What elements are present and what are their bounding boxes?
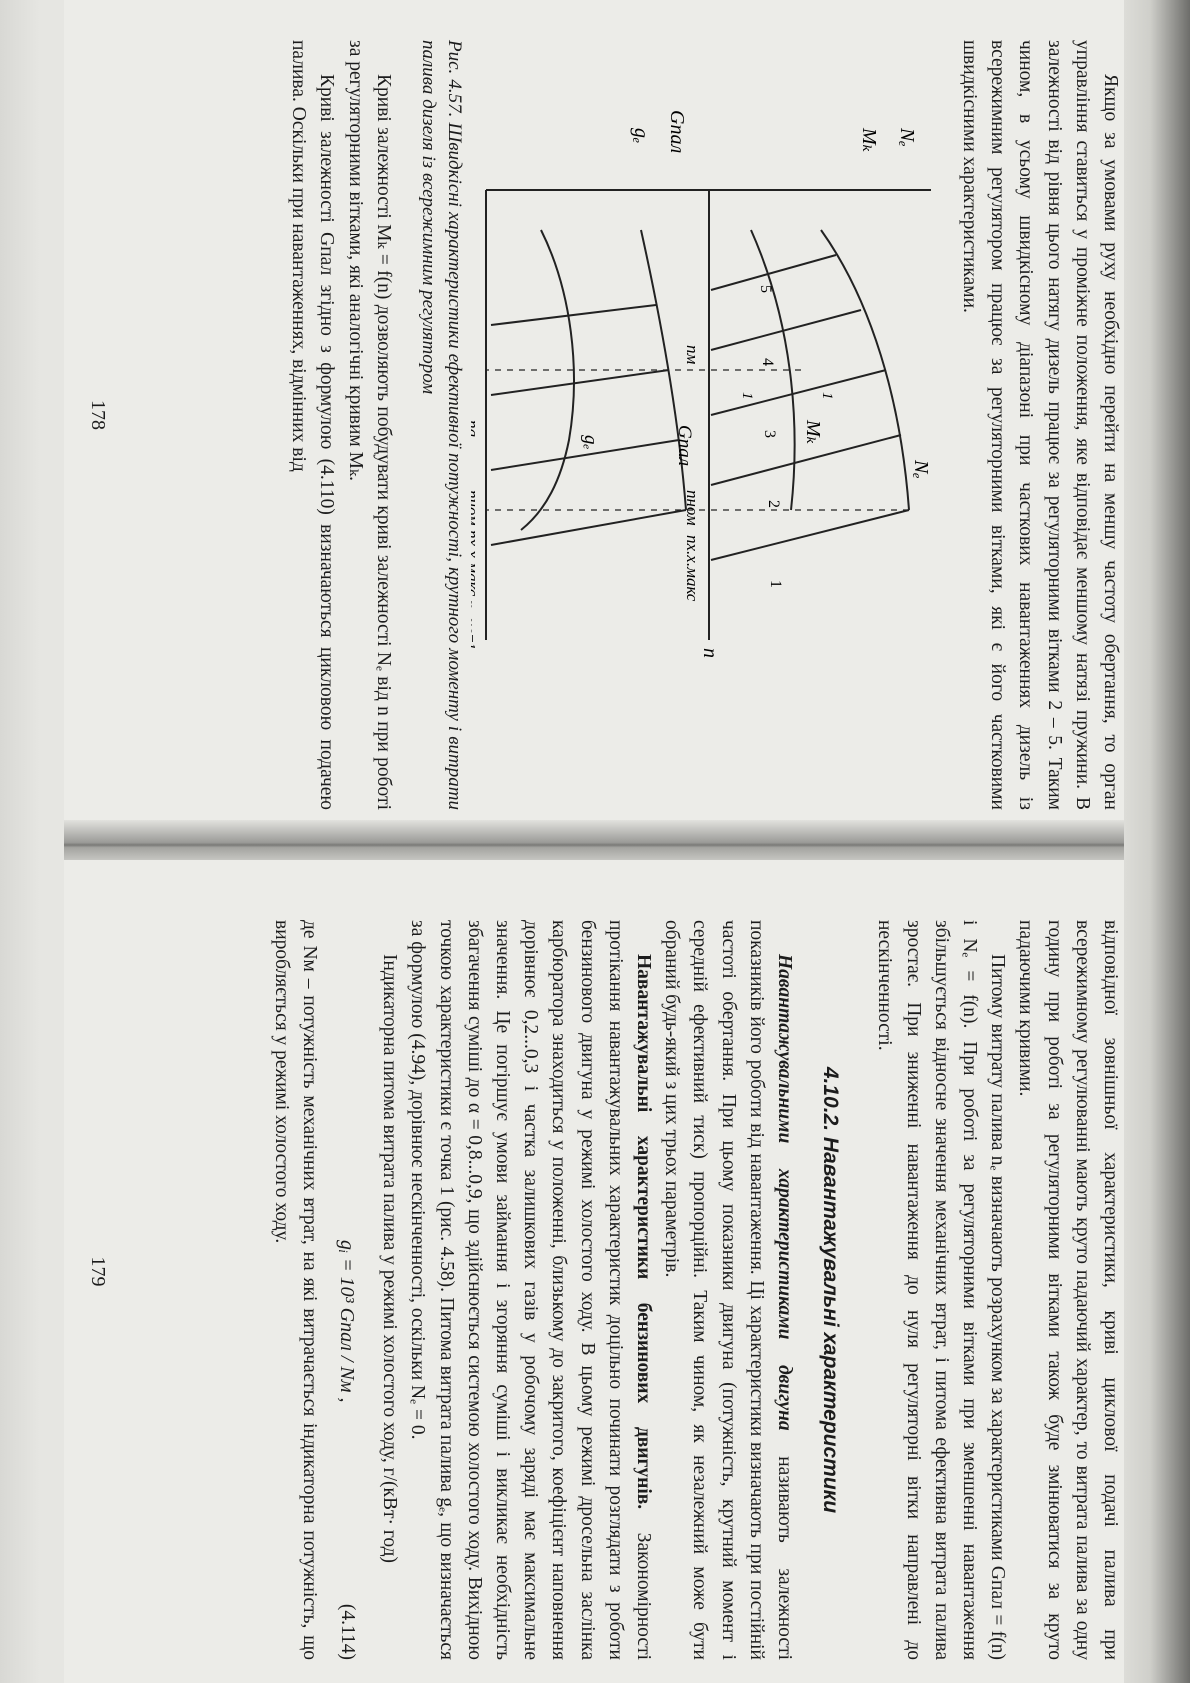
curve-label-ne: Nₑ (909, 460, 932, 479)
right-paragraph-2: Питому витрату палива nₑ визначають розрахунком за характеристиками Gпал = f(n) і Nₑ = f(n). При роботі за регуляторними вітками при зменшенні навантаження збільшується відносне значення механічних втрат, і питома ефективна витрата палива зростає. При зниженні навантаження до нуля регуляторні вітки направлені до нескінченності. (874, 920, 1009, 1660)
gpal-branch-4 (491, 305, 656, 325)
right-paragraph-3 (657, 920, 798, 1660)
page-178 (64, 0, 1124, 830)
figure-4-57 (471, 40, 941, 810)
figure-caption: Рис. 4.57. Швидкісні характеристики ефективної потужності, крутного моменту і витрати палива дизеля із всережимним регулятором (417, 40, 465, 810)
n-mark-m: nм (682, 345, 702, 365)
n-mark-ge: ngₑ (470, 420, 482, 442)
branch-number-3: 3 (760, 430, 778, 438)
left-paragraph-2: Криві залежності Mₖ = f(n) дозволяють побудувати криві залежності Nₑ від n при роботі за регуляторними вітками, які аналогічні кривим Mₖ. (344, 40, 394, 810)
axis-label-n-bottom: n, хв⁻¹ (470, 600, 479, 649)
branch-number-1: 1 (766, 580, 784, 588)
right-paragraph-6: де Nм – потужність механічних втрат, на які витрачається індикаторна потужність, що виробляється у режимі холостого ходу. (270, 920, 320, 1660)
branch-mark-1b: 1 (738, 392, 755, 400)
n-mark-nom-top: nном (682, 490, 702, 526)
right-paragraph-1: відповідної зовнішньої характеристики, криві циклової подачі палива при всережимному регулюванні мають круто падаючий характер, то витрата палива за одну годину при роботі за регуляторними вітками також буде змінюватися за круто падаючими кривими. (1015, 920, 1121, 1660)
right-paragraph-3-text: називають залежності показників його роботи від навантаження. Ці характеристики визначають при постійній частоті обертання. При цьому показники двигуна (потужність, крутний момент і середній ефективний тиск) пропорційні. Таким чином, як незалежний може бути обраний будь-який з цих трьох параметрів. (661, 920, 795, 1661)
term-petrol-engines: Навантажувальні характеристики бензинових двигунів. (632, 954, 654, 1510)
left-text-column (284, 40, 1124, 810)
axis-label-n-top: n (698, 648, 721, 658)
branch-number-2: 2 (764, 500, 782, 508)
term-load-characteristics: Навантажувальними характеристиками двигуна (773, 954, 795, 1431)
page-number-178: 178 (87, 400, 109, 430)
branch-number-5: 5 (756, 285, 774, 293)
formula-expression: gᵢ = 10³ Gпал / Nм , (335, 1240, 358, 1403)
page-179 (64, 860, 1124, 1683)
right-paragraph-5: Індикаторна питома витрата палива у режимі холостого ходу, г/(кВт· год) (379, 954, 401, 1564)
n-mark-nom-bottom: nном (470, 490, 482, 526)
branch-mark-1a: 1 (818, 392, 835, 400)
axis-label-ne: Nₑ (895, 128, 918, 147)
branch-number-4: 4 (758, 358, 776, 366)
formula-4-114 (333, 920, 361, 1660)
axis-label-mk: Mₖ (857, 128, 880, 152)
page-number-179: 179 (87, 1256, 109, 1287)
gpal-branch-3 (491, 370, 669, 395)
formula-number: (4.114) (336, 1603, 358, 1660)
section-title: 4.10.2. Навантажувальні характеристики (819, 1066, 843, 1514)
curve-label-mk: Mₖ (801, 420, 824, 444)
left-paragraph-3: Криві залежності Gпал згідно з формулою (4.110) визначаються цикловою подачею палива. Оскільки при навантаженнях, відмінних від (288, 40, 338, 810)
axis-label-gpal: Gпал (665, 110, 688, 154)
ne-curve (818, 230, 909, 510)
gpal-branch-1 (491, 510, 686, 545)
speed-characteristics-diagram (471, 40, 941, 810)
book-spread (64, 0, 1124, 1683)
right-text-column (266, 920, 1124, 1660)
n-mark-xx-max-top: nх.х.макс (682, 535, 702, 602)
curve-label-ge: gₑ (579, 435, 601, 450)
ne-branch-1 (711, 510, 909, 560)
n-mark-xx-max-bottom: nх.х.макс (470, 530, 482, 597)
right-paragraph-4 (403, 920, 657, 1660)
right-paragraph-4-text: Закономірності протікання навантажувальних характеристик доцільно починати розглядати з роботи бензинового двигуна у режимі холостого ходу. В цьому режимі дросельна заслінка карбюратора знаходиться у положенні, близькому до закритого, коефіцієнт наповнення дорівнює 0,2...0,3 і частка залишкових газів у робочому заряді має максимальне значення. Це погіршує умови займання і згоряння суміші і викликає необхідність збагачення суміші до α = 0,8...0,9, що здійснюється системою холостого ходу. Вихідною точкою характеристики є точка 1 (рис. 4.58). Питома витрата палива gₑ, що визначається за формулою (4.94), дорівнює нескінченності, оскільки Nₑ = 0. (407, 920, 654, 1661)
left-paragraph-1: Якщо за умовами руху необхідно перейти на меншу частоту обертання, то орган управління ставиться у проміжне положення, яке відповідає меншому натязі пружини. В залежності від рівня цього натягу дизель працює за регуляторними вітками 2 – 5. Таким чином, в усьому швидкісному діапазоні при часткових навантаженнях дизель із всережимним регулятором працює за регуляторними вітками, які є його частковими швидкісними характеристиками. (958, 40, 1121, 810)
ge-curve (521, 230, 574, 530)
axis-label-ge: gₑ (629, 128, 652, 144)
ne-branch-3 (711, 370, 886, 415)
curve-label-gpal: Gпал (673, 425, 695, 467)
